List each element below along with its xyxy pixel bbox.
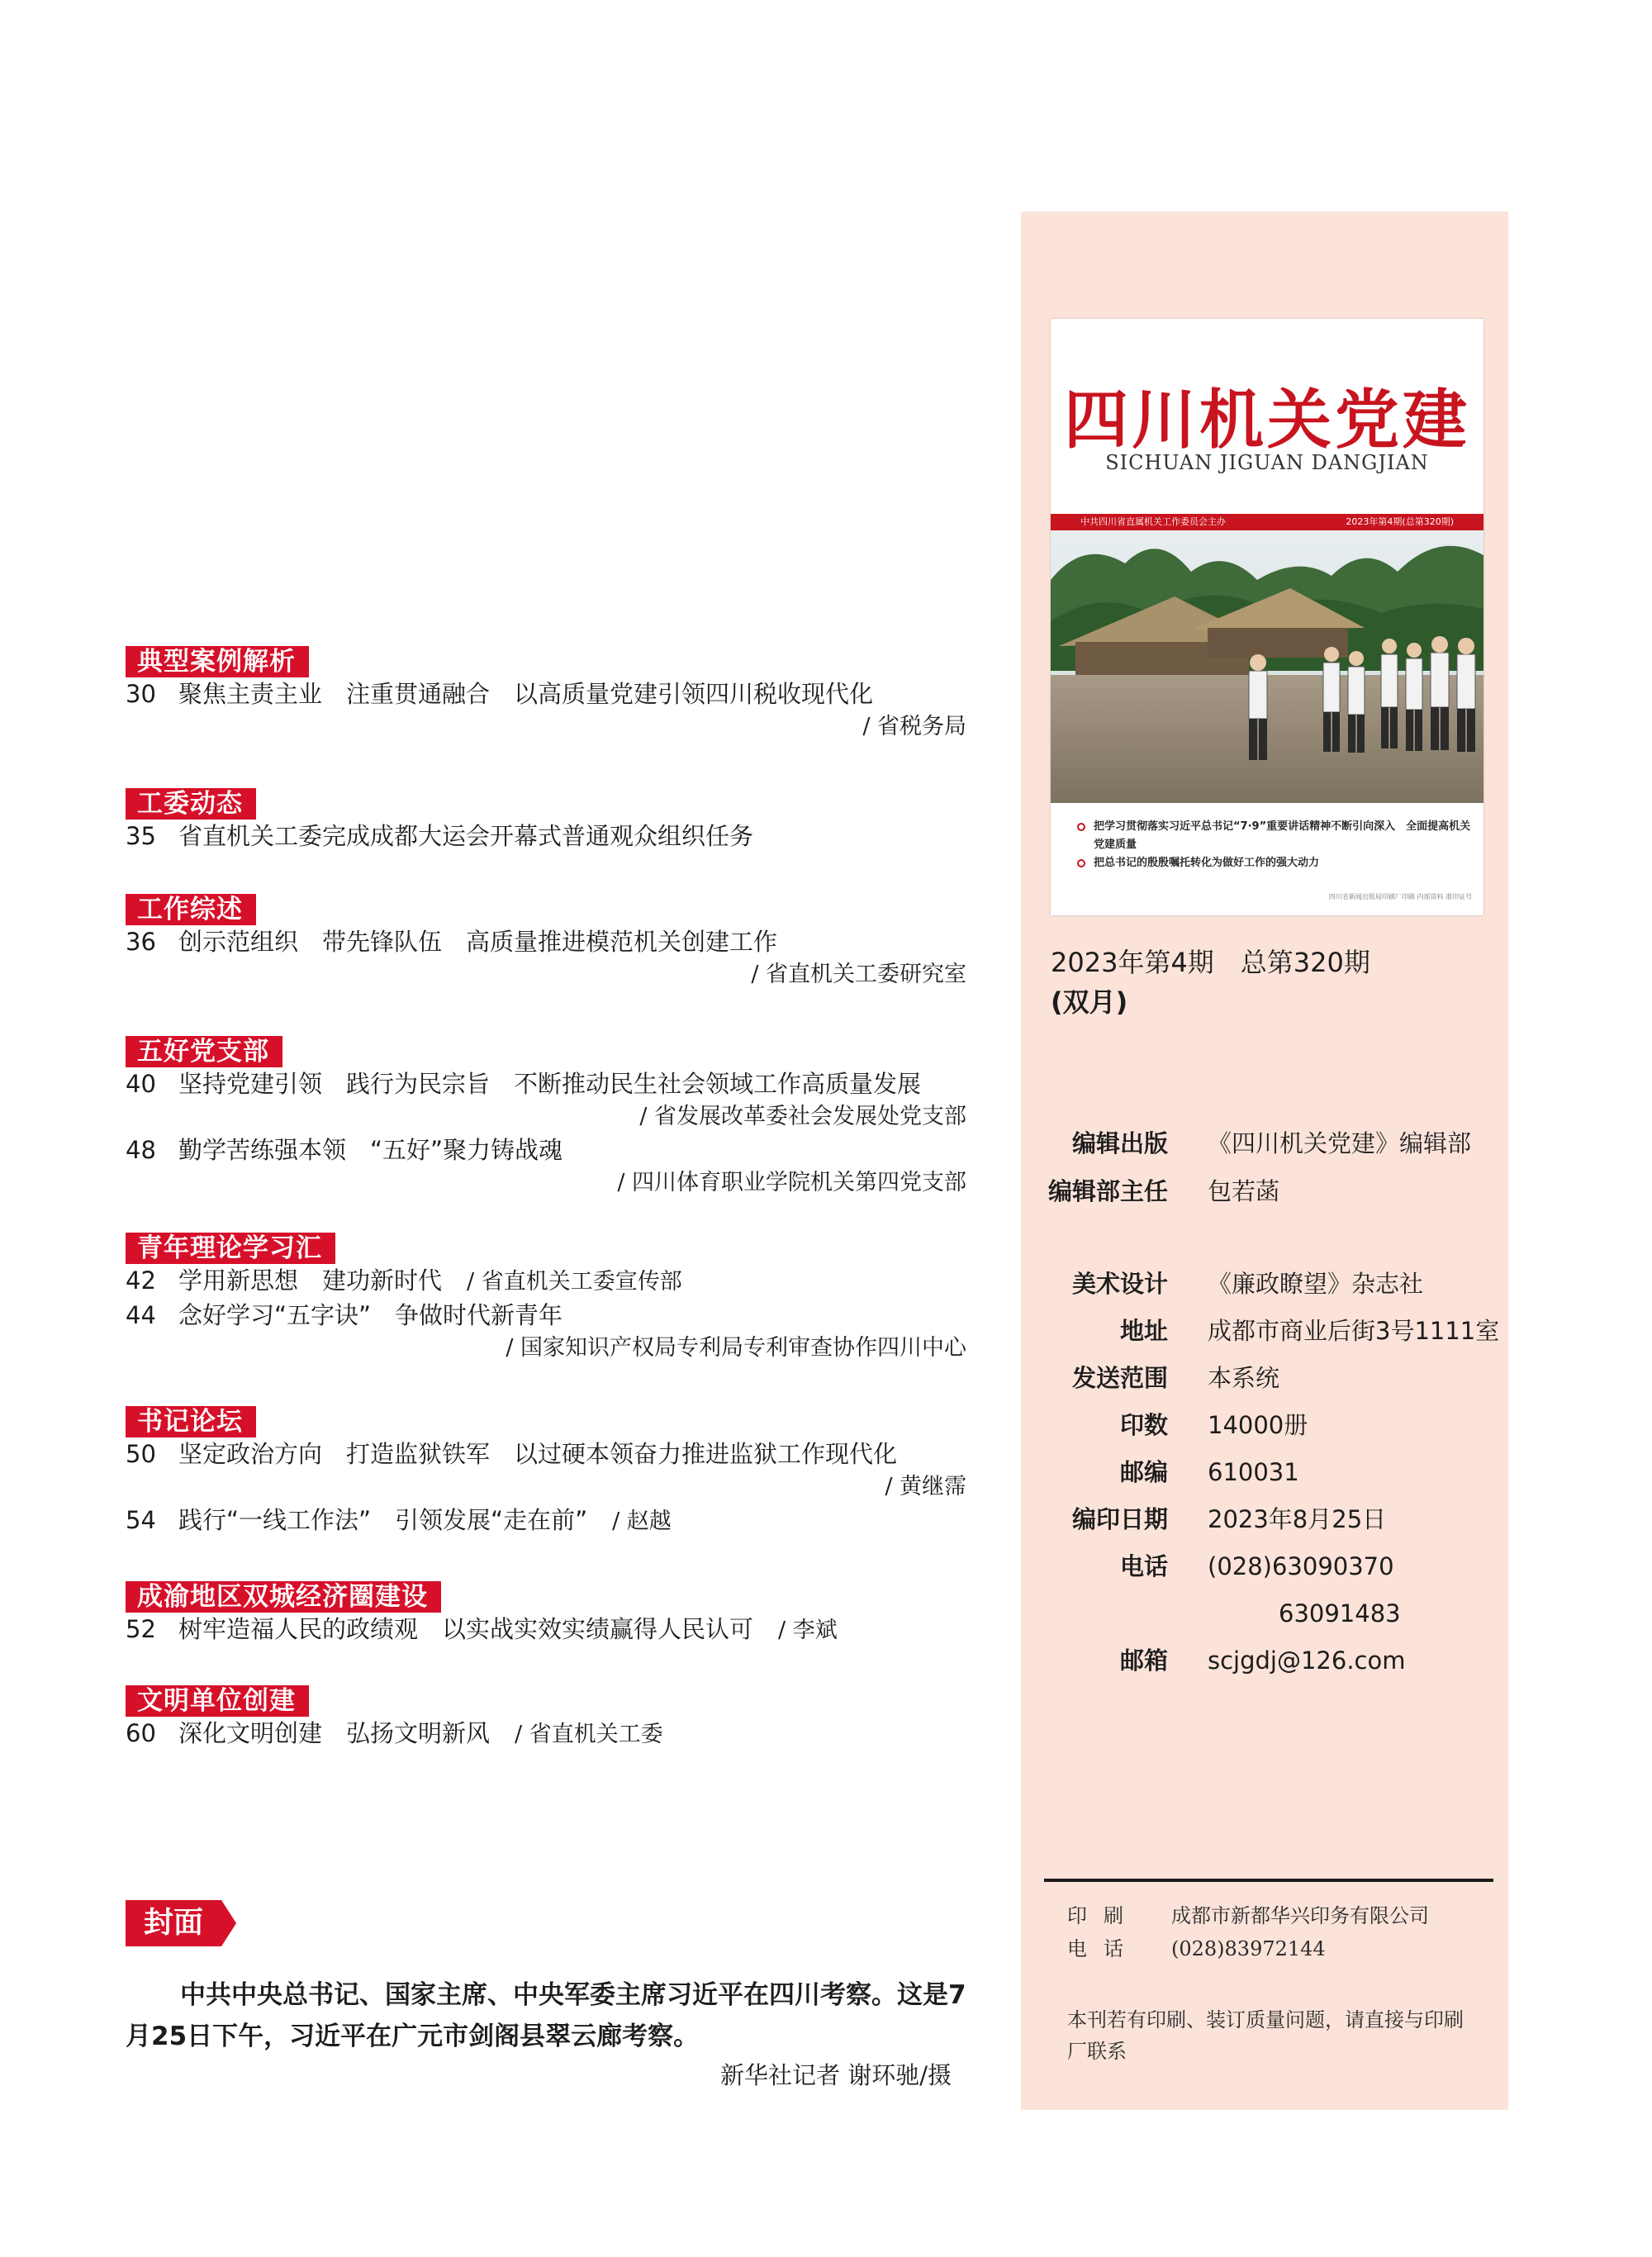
- info-value: 14000册: [1208, 1411, 1308, 1439]
- info-value: (028)63090370: [1208, 1552, 1394, 1580]
- article-author: / 省税务局: [862, 714, 966, 739]
- issue-info: [1051, 943, 1370, 1022]
- info-value: 610031: [1208, 1458, 1299, 1486]
- article-author: / 赵越: [612, 1509, 672, 1534]
- section-title: 工作综述: [126, 894, 256, 925]
- info-label: 编辑出版: [1071, 1129, 1168, 1157]
- issue-number: 2023年第4期 总第320期: [1051, 947, 1370, 978]
- toc-entry[interactable]: [126, 1717, 985, 1751]
- magazine-pinyin: SICHUAN JIGUAN DANGJIAN: [1105, 451, 1429, 474]
- info-value: scjgdj@126.com: [1208, 1646, 1406, 1675]
- toc-entry[interactable]: [126, 677, 985, 710]
- article-title: 聚焦主责主业 注重贯通融合 以高质量党建引领四川税收现代化: [178, 680, 874, 708]
- section-title: 五好党支部: [126, 1036, 282, 1067]
- page-number: 42: [126, 1266, 156, 1295]
- page-number: 54: [126, 1506, 156, 1534]
- info-value: 63091483: [1279, 1599, 1401, 1627]
- article-title: 学用新思想 建功新时代: [178, 1266, 443, 1295]
- cover-caption-section: [126, 1900, 968, 2093]
- masthead-sidebar: [1021, 211, 1508, 2110]
- toc-entry[interactable]: [126, 820, 985, 853]
- info-label: 美术设计: [1071, 1270, 1168, 1298]
- article-title: 践行“一线工作法” 引领发展“走在前”: [178, 1506, 588, 1534]
- toc-section: [126, 1406, 985, 1538]
- toc-section: [126, 1581, 985, 1647]
- quality-note: 本刊若有印刷、装订质量问题，请直接与印刷厂联系: [1067, 2008, 1464, 2063]
- cover-headlines: [1075, 818, 1472, 872]
- toc-entry[interactable]: [126, 1299, 985, 1332]
- article-author: / 四川体育职业学院机关第四党支部: [617, 1170, 966, 1195]
- printer-row: [1067, 1900, 1429, 1932]
- article-author: / 黄继霈: [885, 1474, 966, 1499]
- article-title: 省直机关工委完成成都大运会开幕式普通观众组织任务: [178, 822, 754, 850]
- issue-frequency: (双月): [1051, 986, 1128, 1018]
- info-label: 电话: [1119, 1552, 1168, 1580]
- info-label: 印数: [1119, 1411, 1168, 1439]
- toc-section: [126, 646, 985, 744]
- cover-headline: 把学习贯彻落实习近平总书记“7·9”重要讲话精神不断引向深入 全面提高机关党建质量: [1075, 818, 1472, 854]
- page-number: 50: [126, 1440, 156, 1468]
- toc-section: [126, 1036, 985, 1200]
- divider: [1044, 1879, 1493, 1882]
- cover-red-bar: [1051, 514, 1483, 530]
- article-author: / 省直机关工委宣传部: [467, 1269, 682, 1295]
- cover-photo: [1051, 530, 1483, 803]
- info-value: 包若菡: [1208, 1177, 1280, 1205]
- cover-footnote: 四川省新闻出版局印刷厂印刷 内部资料 准印证号: [1328, 893, 1472, 900]
- info-value: 《四川机关党建》编辑部: [1208, 1129, 1472, 1157]
- toc-section: [126, 894, 985, 991]
- toc-section: [126, 1233, 985, 1365]
- section-title: 典型案例解析: [126, 646, 309, 677]
- article-author: / 省直机关工委研究室: [751, 962, 966, 987]
- magazine-logo: 四川机关党建: [1063, 383, 1470, 458]
- page-number: 52: [126, 1615, 156, 1643]
- article-author: / 省直机关工委: [515, 1722, 663, 1747]
- cover-headline: 把总书记的殷殷嘱托转化为做好工作的强大动力: [1075, 854, 1472, 872]
- info-label: 编印日期: [1071, 1505, 1168, 1533]
- article-author: / 国家知识产权局专利局专利审查协作四川中心: [506, 1335, 966, 1361]
- cover-issue: 2023年第4期(总第320期): [1346, 516, 1454, 527]
- article-title: 坚持党建引领 践行为民宗旨 不断推动民生社会领域工作高质量发展: [178, 1070, 922, 1098]
- info-label: 发送范围: [1071, 1364, 1168, 1392]
- info-label: 邮编: [1119, 1458, 1168, 1486]
- info-value: 2023年8月25日: [1208, 1505, 1387, 1533]
- article-author: / 省发展改革委社会发展处党支部: [639, 1104, 966, 1129]
- magazine-cover-thumbnail[interactable]: [1051, 319, 1483, 915]
- page-number: 48: [126, 1136, 156, 1164]
- cover-publisher: 中共四川省直属机关工作委员会主办: [1080, 516, 1226, 527]
- toc-entry[interactable]: [126, 1264, 985, 1299]
- article-title: 树牢造福人民的政绩观 以实战实效实绩赢得人民认可: [178, 1615, 754, 1643]
- article-title: 勤学苦练强本领 “五好”聚力铸战魂: [178, 1136, 563, 1164]
- info-value: 成都市商业后街3号1111室: [1208, 1317, 1500, 1345]
- info-label: 邮箱: [1119, 1646, 1168, 1675]
- section-title: 文明单位创建: [126, 1685, 309, 1717]
- toc-entry[interactable]: [126, 1437, 985, 1471]
- article-title: 深化文明创建 弘扬文明新风: [178, 1719, 491, 1747]
- info-value: 《廉政瞭望》杂志社: [1208, 1270, 1424, 1298]
- toc-entry[interactable]: [126, 1613, 985, 1647]
- page-number: 60: [126, 1719, 156, 1747]
- section-title: 成渝地区双城经济圈建设: [126, 1581, 441, 1613]
- article-title: 坚定政治方向 打造监狱铁军 以过硬本领奋力推进监狱工作现代化: [178, 1440, 898, 1468]
- article-author: / 李斌: [778, 1618, 838, 1643]
- toc-entry[interactable]: [126, 1133, 985, 1167]
- info-value: 本系统: [1208, 1364, 1280, 1392]
- section-title: 工委动态: [126, 788, 256, 820]
- toc-entry[interactable]: [126, 1067, 985, 1100]
- page-number: 44: [126, 1301, 156, 1329]
- info-label: 编辑部主任: [1047, 1177, 1168, 1205]
- printer-value: 成都市新都华兴印务有限公司: [1171, 1904, 1429, 1927]
- page-number: 35: [126, 822, 156, 850]
- article-title: 念好学习“五字诀” 争做时代新青年: [178, 1301, 563, 1329]
- article-title: 创示范组织 带先锋队伍 高质量推进模范机关创建工作: [178, 928, 778, 956]
- printer-phone-row: [1067, 1933, 1326, 1965]
- section-title: 书记论坛: [126, 1406, 256, 1437]
- page-number: 30: [126, 680, 156, 708]
- printer-label: 印刷: [1067, 1904, 1140, 1927]
- toc-section: [126, 1685, 985, 1751]
- photo-credit: 新华社记者 谢环驰/摄: [720, 2061, 952, 2089]
- toc-section: [126, 788, 985, 853]
- toc-entry[interactable]: [126, 925, 985, 958]
- toc-entry[interactable]: [126, 1504, 985, 1538]
- page-number: 36: [126, 928, 156, 956]
- cover-tag: 封面: [126, 1900, 221, 1946]
- printer-phone-label: 电话: [1067, 1937, 1140, 1960]
- printer-phone-value: (028)83972144: [1171, 1937, 1326, 1960]
- info-label: 地址: [1119, 1317, 1168, 1345]
- cover-caption: 中共中央总书记、国家主席、中央军委主席习近平在四川考察。这是7月25日下午，习近平在广元市剑阁县翠云廊考察。: [126, 1980, 966, 2051]
- section-title: 青年理论学习汇: [126, 1233, 335, 1264]
- page-number: 40: [126, 1070, 156, 1098]
